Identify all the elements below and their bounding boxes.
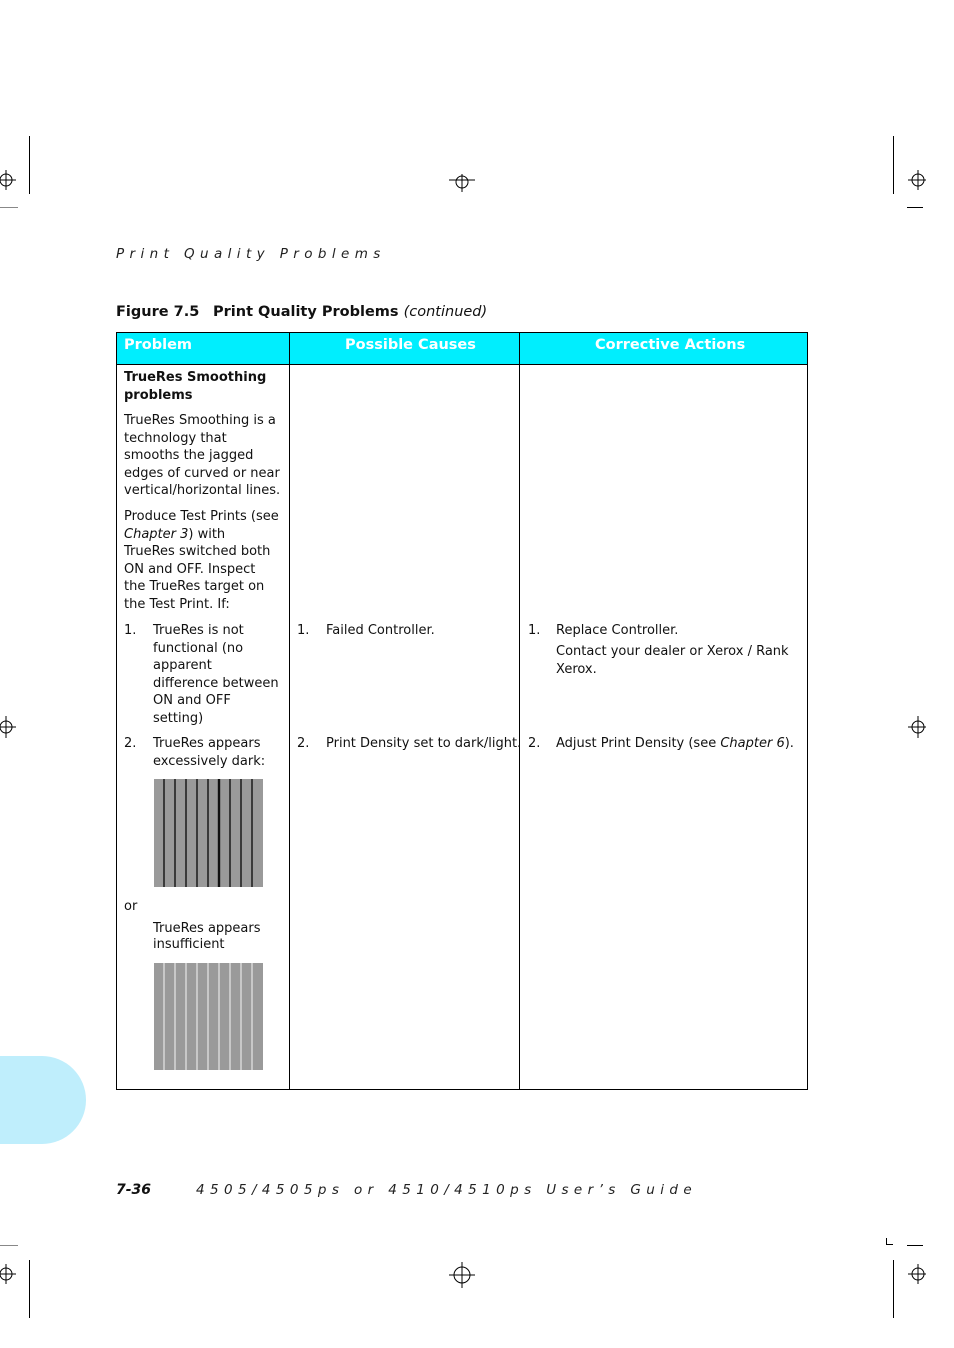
problem-instructions <box>124 508 280 614</box>
problem-item-number: 2. <box>124 736 137 751</box>
cause-text: Print Density set to dark/light. <box>326 736 522 751</box>
crop-mark <box>886 1244 893 1245</box>
action-text: Replace Controller. <box>556 623 679 638</box>
action-number: 1. <box>528 623 541 638</box>
problem-item-text: TrueRes appears excessively dark: <box>153 736 266 769</box>
problem-item-number: 1. <box>124 623 137 638</box>
crop-mark <box>893 136 894 194</box>
action-number: 2. <box>528 736 541 751</box>
chapter-reference: Chapter 3 <box>124 526 189 542</box>
table-header-row <box>117 333 807 365</box>
footer-title: 4505/4505ps or 4510/4510ps User’s Guide <box>196 1182 698 1198</box>
trueres-insufficient-sample <box>154 963 263 1070</box>
figure-continued: (continued) <box>403 304 488 320</box>
action-post: ). <box>784 736 794 751</box>
chapter-reference: Chapter 6 <box>720 736 785 751</box>
crop-mark <box>29 1260 30 1318</box>
registration-target-icon <box>447 1260 477 1290</box>
column-divider <box>519 333 520 1089</box>
registration-target-icon <box>904 168 926 192</box>
header-possible-causes: Possible Causes <box>345 337 476 353</box>
registration-target-icon <box>0 168 20 192</box>
problem-description: TrueRes Smoothing is a technology that smooths the jagged edges of curved or near vertical/horizontal lines. <box>124 413 281 499</box>
registration-target-icon <box>0 1262 20 1286</box>
action-extra-text: Contact your dealer or Xerox / Rank Xerox. <box>556 644 789 677</box>
chapter-side-tab <box>0 1056 86 1144</box>
figure-caption <box>116 304 487 320</box>
problem-item-text: TrueRes is not functional (no apparent difference between ON and OFF setting) <box>153 623 279 726</box>
crop-mark <box>893 1260 894 1318</box>
registration-target-icon <box>904 714 926 740</box>
print-quality-table <box>116 332 808 1090</box>
crop-mark <box>29 136 30 194</box>
problem-heading: TrueRes Smoothing problems <box>124 370 267 403</box>
cause-text: Failed Controller. <box>326 623 435 638</box>
page-number: 7-36 <box>116 1182 152 1198</box>
cause-number: 2. <box>297 736 310 751</box>
registration-target-icon <box>447 174 477 194</box>
registration-target-icon <box>0 714 20 740</box>
header-problem: Problem <box>124 337 193 353</box>
crop-mark <box>907 1245 923 1246</box>
action-text <box>556 735 800 753</box>
column-divider <box>289 333 290 1089</box>
crop-mark <box>0 1245 18 1246</box>
crop-mark <box>0 207 18 208</box>
header-corrective-actions: Corrective Actions <box>595 337 746 353</box>
figure-number: Figure 7.5 <box>116 304 200 320</box>
instructions-pre: Produce Test Prints (see <box>124 509 279 524</box>
crop-mark <box>907 207 923 208</box>
action-pre: Adjust Print Density (see <box>556 736 721 751</box>
or-label: or <box>124 899 138 914</box>
instructions-post: ) with TrueRes switched both ON and OFF. Inspect the TrueRes target on the Test Print. If: <box>124 526 271 612</box>
running-head: Print Quality Problems <box>116 246 386 262</box>
cause-number: 1. <box>297 623 310 638</box>
registration-target-icon <box>904 1262 926 1286</box>
trueres-dark-sample <box>154 779 263 887</box>
problem-item-text: TrueRes appears insufficient <box>153 921 261 952</box>
figure-title: Print Quality Problems <box>213 304 399 320</box>
